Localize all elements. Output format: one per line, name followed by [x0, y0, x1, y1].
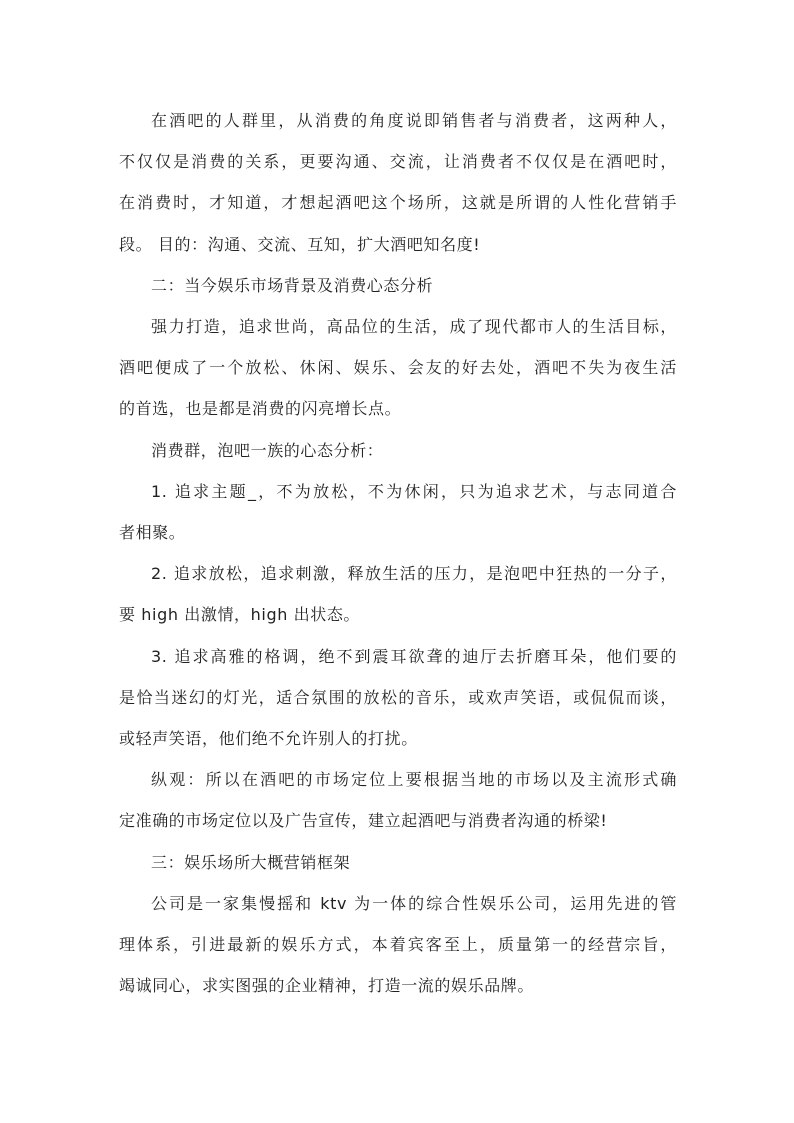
- list-item-2: [119, 553, 677, 635]
- section-heading-three: [119, 842, 677, 883]
- text-line: 1. 追求主题_，不为放松，不为休闲，只为追求艺术，与志同道合: [151, 481, 677, 501]
- text-line: 的首选，也是都是消费的闪亮增长点。: [119, 399, 402, 419]
- text-line: 竭诚同心，求实图强的企业精神，打造一流的娱乐品牌。: [119, 976, 535, 996]
- text-line: 在酒吧的人群里，从消费的角度说即销售者与消费者，这两种人，: [151, 111, 677, 130]
- text-line: 要 high 出激情，high 出状态。: [119, 605, 361, 625]
- text-line: 强力打造，追求世尚，高品位的生活，成了现代都市人的生活目标，: [151, 317, 677, 337]
- text-line: 是恰当迷幻的灯光，适合氛围的放松的音乐，或欢声笑语，或侃侃而谈，: [119, 687, 677, 707]
- text-line: 消费群，泡吧一族的心态分析：: [151, 440, 384, 460]
- text-line: 二：当今娱乐市场背景及消费心态分析: [151, 275, 434, 295]
- text-line: 纵观：所以在酒吧的市场定位上要根据当地的市场以及主流形式确: [151, 770, 677, 790]
- text-line: 者相聚。: [119, 523, 186, 543]
- text-line: 3. 追求高雅的格调，绝不到震耳欲聋的迪厅去折磨耳朵，他们要的: [151, 646, 677, 666]
- paragraph-overview: [119, 759, 677, 841]
- paragraph-consumer-groups: [119, 430, 677, 471]
- text-line: 2. 追求放松，追求刺激，释放生活的压力，是泡吧中狂热的一分子，: [151, 564, 677, 584]
- text-line: 理体系，引进最新的娱乐方式，本着宾客至上，质量第一的经营宗旨，: [119, 935, 677, 955]
- list-item-1: [119, 471, 677, 553]
- section-heading-two: [119, 265, 677, 306]
- text-line: 公司是一家集慢摇和 ktv 为一体的综合性娱乐公司，运用先进的管: [151, 893, 677, 913]
- paragraph-market-background: [119, 306, 677, 430]
- text-line: 在消费时，才知道，才想起酒吧这个场所，这就是所谓的人性化营销手: [119, 193, 677, 213]
- document-body: [119, 100, 677, 1006]
- text-line: 不仅仅是消费的关系，更要沟通、交流，让消费者不仅仅是在酒吧时，: [119, 152, 677, 172]
- text-line: 段。 目的：沟通、交流、互知，扩大酒吧知名度!: [119, 234, 481, 254]
- text-line: 酒吧便成了一个放松、休闲、娱乐、会友的好去处，酒吧不失为夜生活: [119, 358, 677, 378]
- text-line: 或轻声笑语，他们绝不允许别人的打扰。: [119, 729, 418, 749]
- paragraph-intro: [119, 100, 677, 265]
- text-line: 定准确的市场定位以及广告宣传，建立起酒吧与消费者沟通的桥梁!: [119, 811, 608, 831]
- text-line: 三：娱乐场所大概营销框架: [151, 852, 351, 872]
- list-item-3: [119, 636, 677, 760]
- paragraph-company: [119, 883, 677, 1007]
